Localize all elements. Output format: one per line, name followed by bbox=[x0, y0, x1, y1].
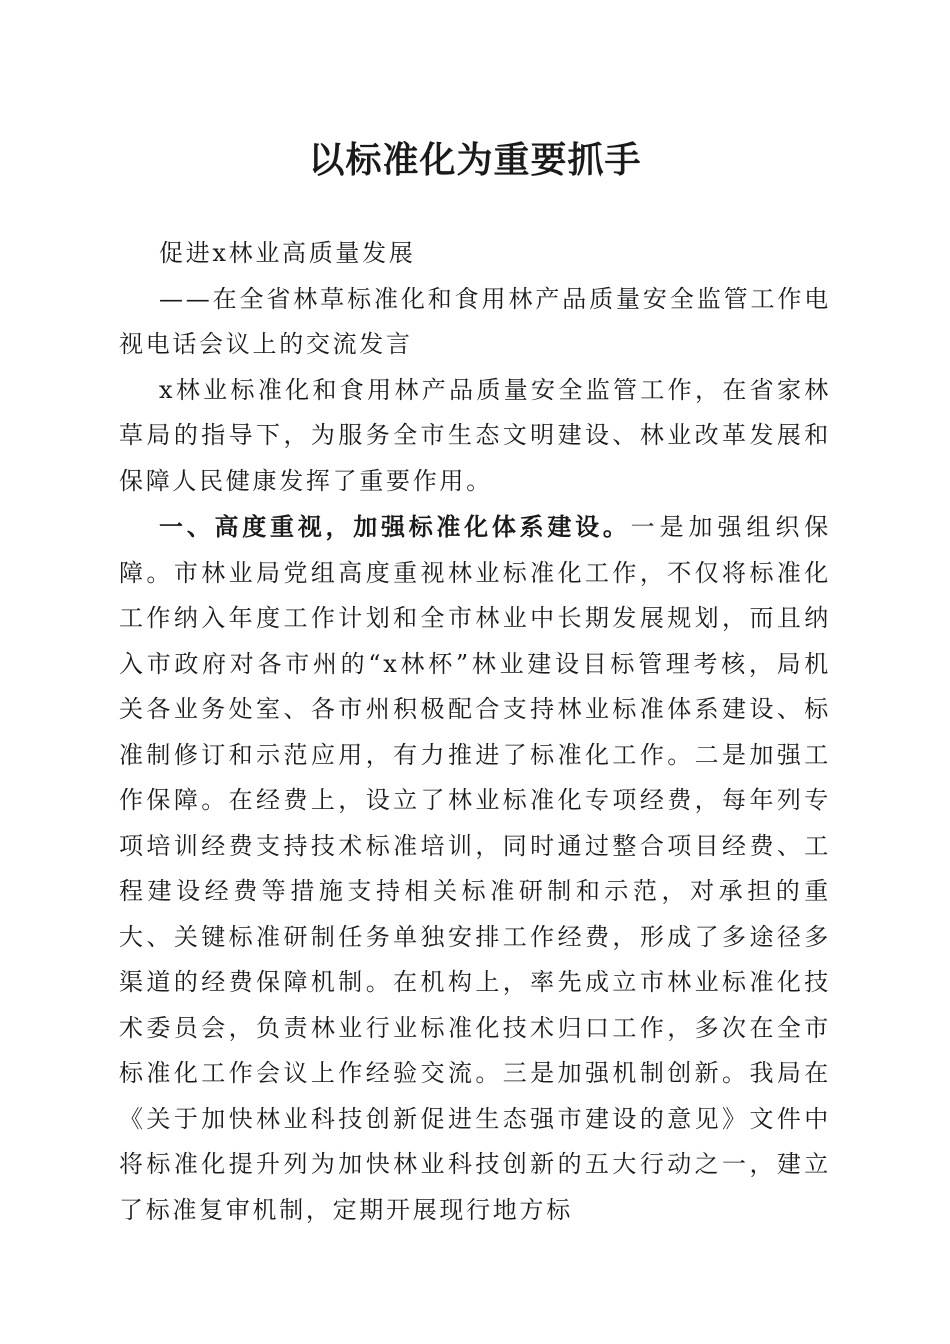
subheading-paragraph: ——在全省林草标准化和食用林产品质量安全监管工作电视电话会议上的交流发言 bbox=[119, 284, 831, 358]
document-body bbox=[119, 231, 831, 1233]
intro-paragraph: x林业标准化和食用林产品质量安全监管工作，在省家林草局的指导下，为服务全市生态文明建设、林业改革发展和保障人民健康发挥了重要作用。 bbox=[119, 375, 831, 495]
section-1-heading: 一、高度重视，加强标准化体系建设。 bbox=[159, 512, 631, 541]
section-1-body: 一是加强组织保障。市林业局党组高度重视林业标准化工作，不仅将标准化工作纳入年度工作计划和全市林业中长期发展规划，而且纳入市政府对各市州的“x林杯”林业建设目标管理考核，局机关各业务处室、各市州积极配合支持林业标准体系建设、标准制修订和示范应用，有力推进了标准化工作。二是加强工作保障。在经费上，设立了林业标准化专项经费，每年列专项培训经费支持技术标准培训，同时通过整合项目经费、工程建设经费等措施支持相关标准研制和示范，对承担的重大、关键标准研制任务单独安排工作经费，形成了多途径多渠道的经费保障机制。在机构上，率先成立市林业标准化技术委员会，负责林业行业标准化技术归口工作，多次在全市标准化工作会议上作经验交流。三是加强机制创新。我局在《关于加快林业科技创新促进生态强市建设的意见》文件中将标准化提升列为加快林业科技创新的五大行动之一，建立了标准复审机制，定期开展现行地方标 bbox=[119, 513, 831, 1224]
document-title: 以标准化为重要抓手 bbox=[308, 139, 642, 181]
section-1-paragraph bbox=[119, 504, 831, 1233]
subtitle-paragraph: 促进x林业高质量发展 bbox=[159, 239, 416, 267]
